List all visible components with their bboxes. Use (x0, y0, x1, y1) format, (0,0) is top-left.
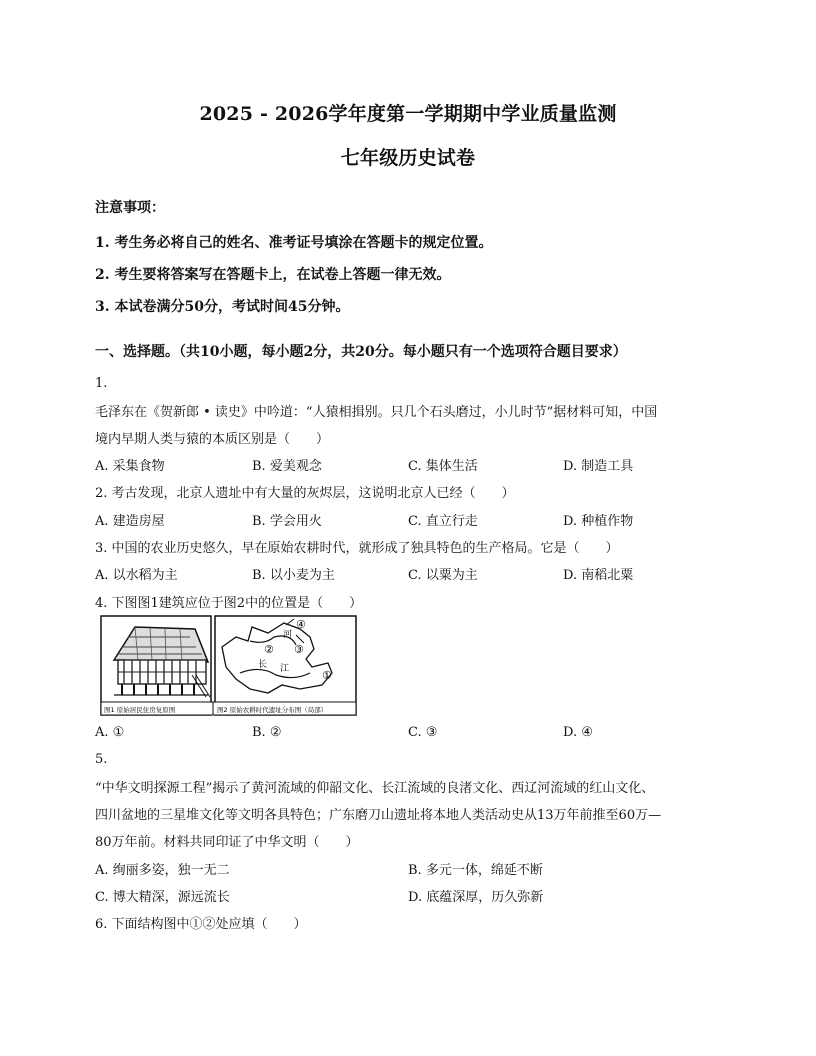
house-illustration (101, 616, 211, 715)
figure-svg (100, 615, 357, 716)
map-label: 河 (283, 629, 293, 639)
map-marker-2: ② (264, 643, 274, 656)
section-title: 一、选择题。（共10小题，每小题2分，共20分。每小题只有一个选项符合题目要求） (95, 344, 627, 360)
option-d: D. ④ (563, 725, 593, 740)
option-a: A. 采集食物 (95, 459, 165, 474)
question-stem-line: 毛泽东在《贺新郎 • 读史》中吟道：“人猿相揖别。只几个石头磨过，小儿时节”据材料可知，中国 (95, 405, 658, 420)
option-a: A. ① (95, 725, 125, 740)
option-c: C. 以粟为主 (408, 568, 478, 583)
option-d: D. 南稻北粟 (563, 568, 634, 583)
figure1-caption: 图1 原始居民住房复原图 (104, 706, 176, 714)
question-stem-line: 境内早期人类与猿的本质区别是（ ） (95, 432, 330, 447)
question-stem-line: 四川盆地的三星堆文化等文明各具特色；广东磨刀山遗址将本地人类活动史从13万年前推至60万— (95, 808, 662, 823)
option-d: D. 制造工具 (563, 459, 634, 474)
notice-item: 3. 本试卷满分50分，考试时间45分钟。 (95, 299, 350, 315)
question-stem-line: “中华文明探源工程”揭示了黄河流域的仰韶文化、长江流域的良渚文化、西辽河流域的红山文化、 (95, 781, 655, 796)
map-illustration (215, 616, 356, 715)
map-label: 长 (258, 659, 268, 669)
question-stem: 3. 中国的农业历史悠久，早在原始农耕时代，就形成了独具特色的生产格局。它是（ ） (95, 541, 619, 556)
question-number: 5. (95, 752, 108, 767)
option-d: D. 底蕴深厚，历久弥新 (408, 890, 544, 905)
option-b: B. 多元一体，绵延不断 (408, 863, 543, 878)
question-figure (100, 615, 357, 716)
notice-item: 2. 考生要将答案写在答题卡上，在试卷上答题一律无效。 (95, 267, 451, 283)
map-marker-4: ④ (296, 618, 306, 631)
question-stem: 2. 考古发现，北京人遗址中有大量的灰烬层，这说明北京人已经（ ） (95, 486, 515, 501)
map-marker-3: ③ (294, 643, 304, 656)
map-label: 江 (280, 663, 290, 673)
option-a: A. 建造房屋 (95, 514, 165, 529)
notice-item: 1. 考生务必将自己的姓名、准考证号填涂在答题卡的规定位置。 (95, 235, 493, 251)
option-b: B. 爱美观念 (252, 459, 322, 474)
notice-heading: 注意事项： (95, 200, 165, 216)
question-stem: 6. 下面结构图中①②处应填（ ） (95, 917, 307, 932)
option-a: A. 绚丽多姿，独一无二 (95, 863, 230, 878)
exam-subtitle: 七年级历史试卷 (340, 147, 476, 169)
option-c: C. ③ (408, 725, 438, 740)
question-stem-line: 80万年前。材料共同印证了中华文明（ ） (95, 835, 359, 850)
exam-title: 2025 - 2026学年度第一学期期中学业质量监测 (199, 103, 617, 125)
map-marker-1: ① (322, 669, 332, 682)
figure2-caption: 图2 原始农耕时代遗址分布图（局部） (217, 706, 328, 714)
option-a: A. 以水稻为主 (95, 568, 178, 583)
option-b: B. 以小麦为主 (252, 568, 335, 583)
option-b: B. ② (252, 725, 282, 740)
option-c: C. 博大精深，源远流长 (95, 890, 230, 905)
option-b: B. 学会用火 (252, 514, 322, 529)
option-d: D. 种植作物 (563, 514, 634, 529)
question-number: 1. (95, 376, 108, 391)
question-stem: 4. 下图图1建筑应位于图2中的位置是（ ） (95, 596, 363, 611)
option-c: C. 直立行走 (408, 514, 478, 529)
option-c: C. 集体生活 (408, 459, 478, 474)
